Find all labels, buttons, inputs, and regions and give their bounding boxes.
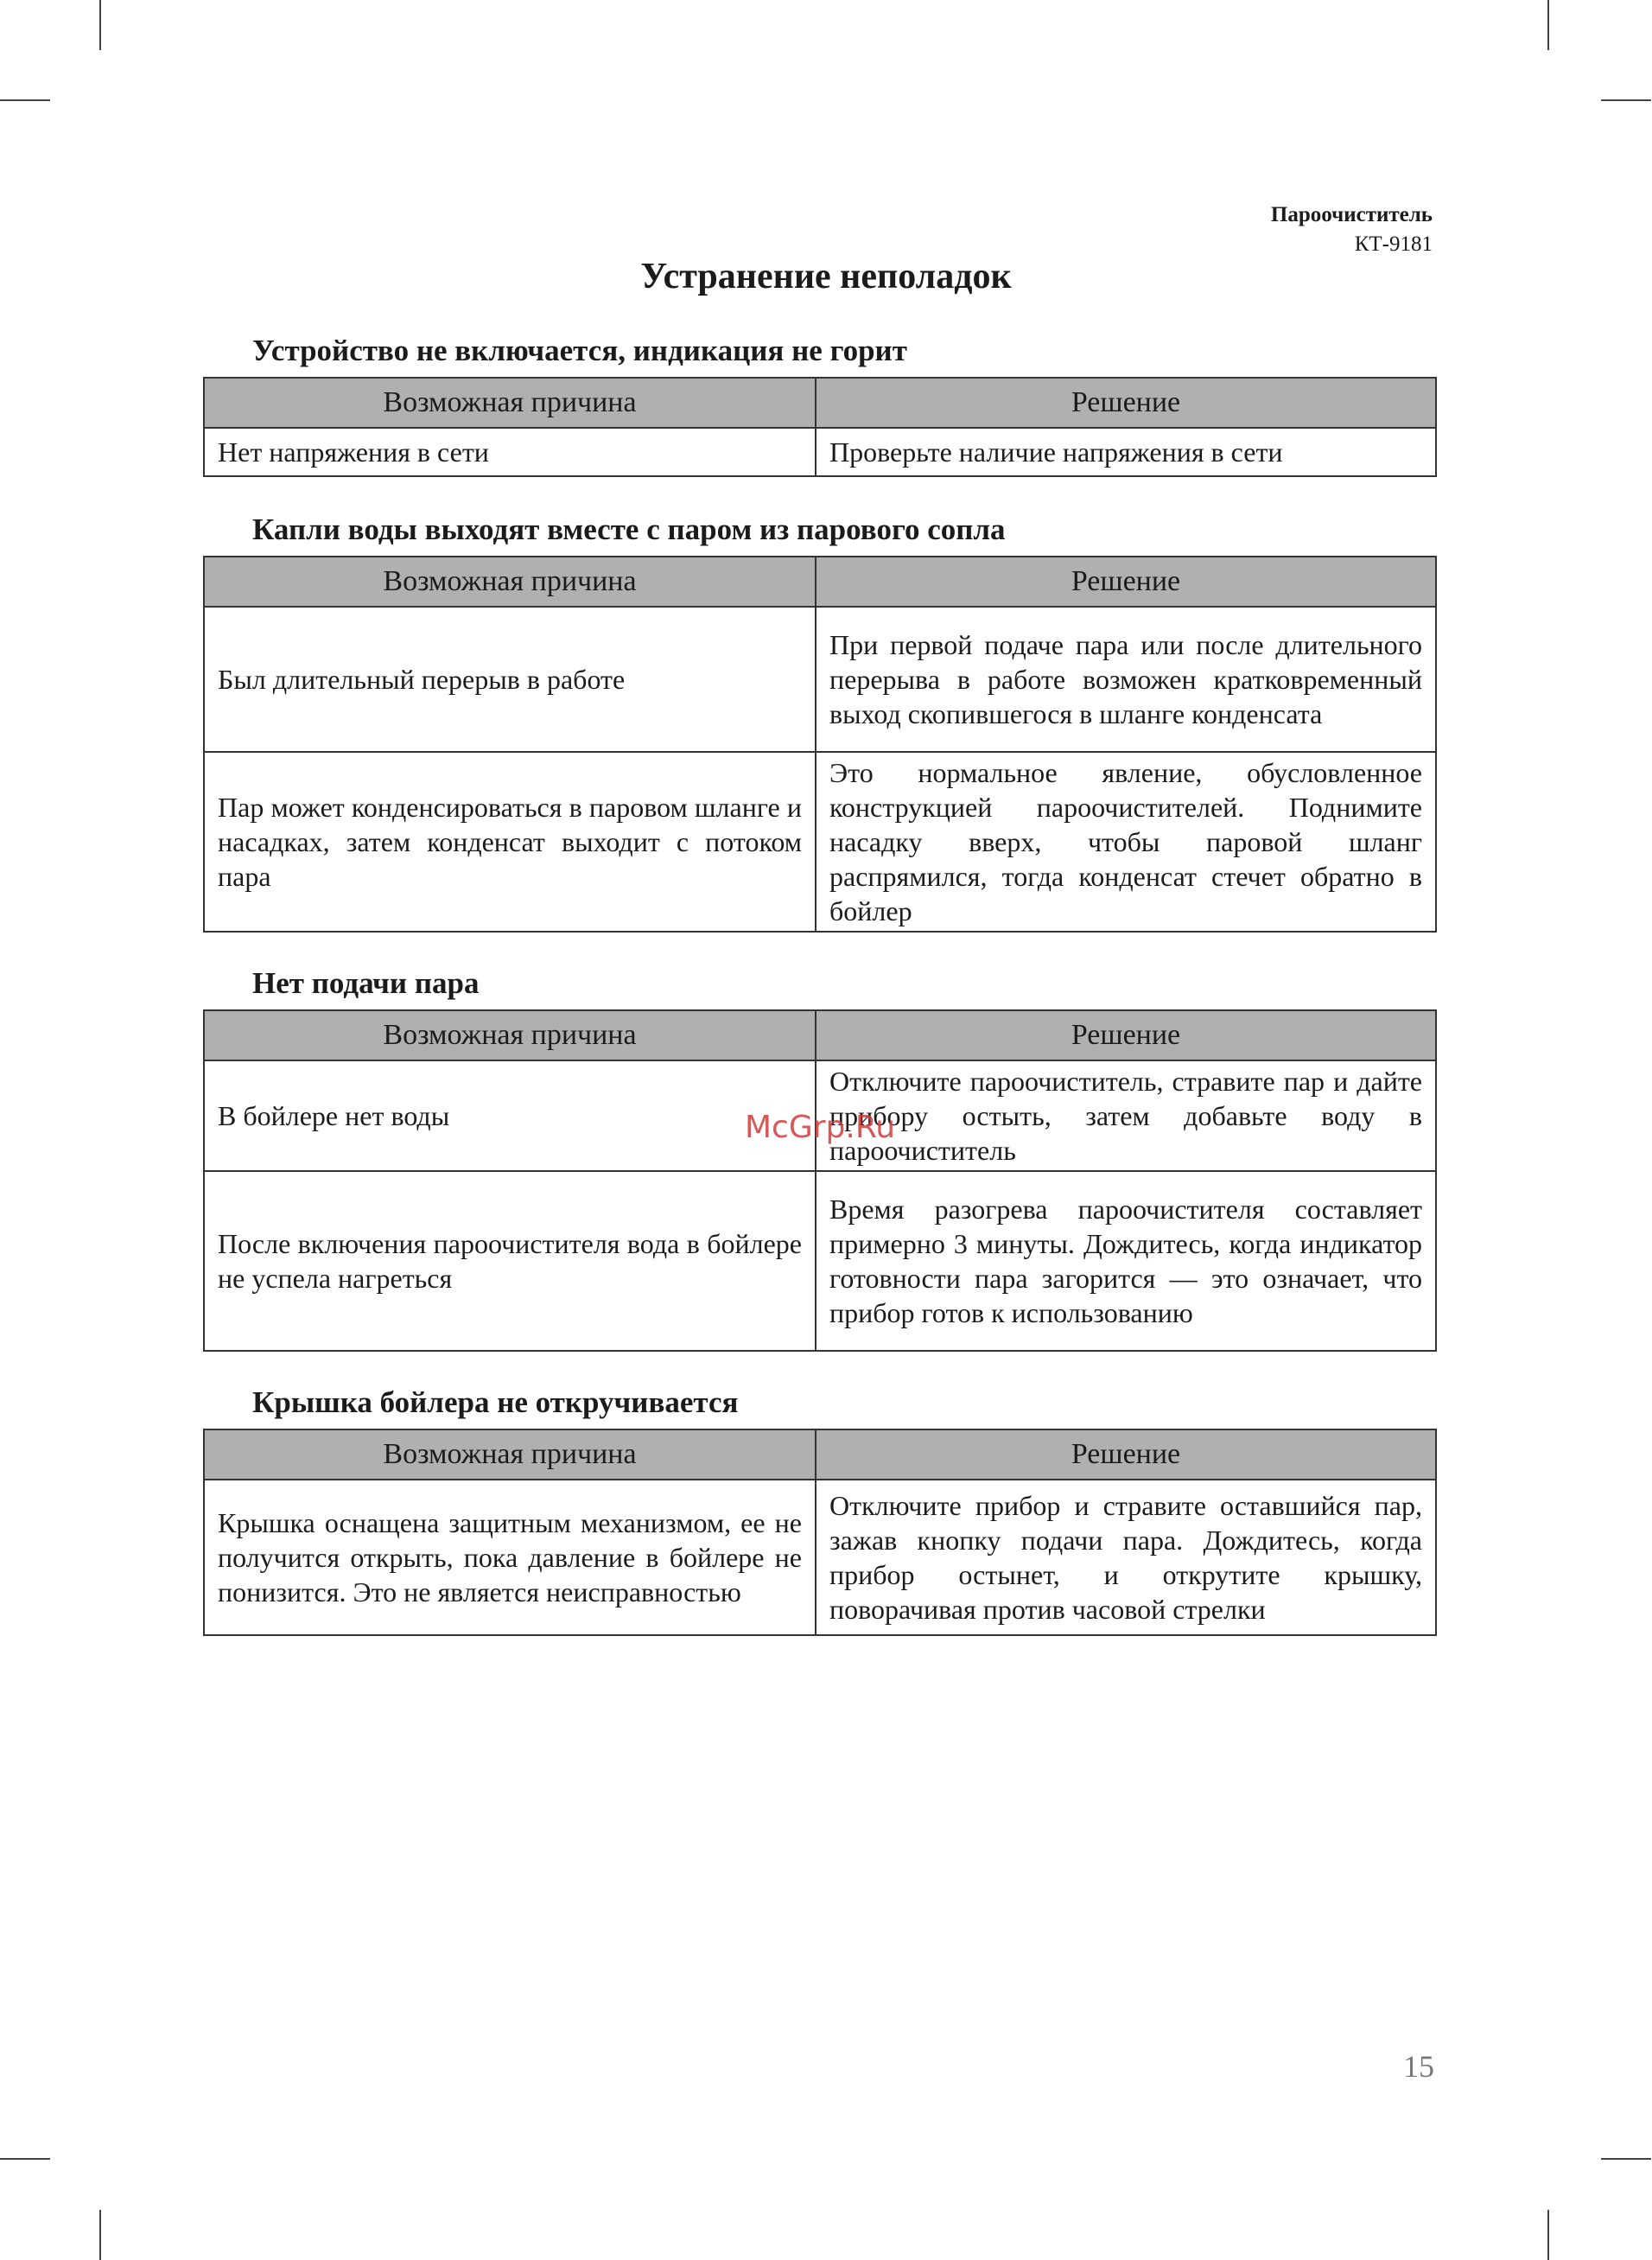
table-row <box>204 752 1436 932</box>
column-header-solution: Решение <box>816 378 1436 428</box>
column-header-solution: Решение <box>816 1010 1436 1060</box>
table-no-steam <box>203 1009 1437 1352</box>
table-row <box>204 428 1436 476</box>
section-heading-water-drops: Капли воды выходят вместе с паром из парового сопла <box>252 512 1006 546</box>
column-header-cause: Возможная причина <box>204 1429 816 1480</box>
watermark: McGrp.Ru <box>745 1110 896 1145</box>
cell-solution: Отключите прибор и стравите оставшийся пар, зажав кнопку подачи пара. Дождитесь, когда прибор остынет, и открутите крышку, поворачивая против часовой стрелки <box>816 1480 1436 1635</box>
cell-solution: Отключите пароочиститель, стравите пар и дайте прибору остыть, затем добавьте воду в пароочиститель <box>816 1060 1436 1171</box>
cell-solution: Время разогрева пароочистителя составляет примерно 3 минуты. Дождитесь, когда индикатор готовности пара загорится — это означает, что прибор готов к использованию <box>816 1171 1436 1351</box>
cell-cause: После включения пароочистителя вода в бойлере не успела нагреться <box>204 1171 816 1351</box>
column-header-solution: Решение <box>816 1429 1436 1480</box>
section-heading-no-steam: Нет подачи пара <box>252 966 480 1000</box>
cell-cause: Пар может конденсироваться в паровом шланге и насадках, затем конденсат выходит с потоком пара <box>204 752 816 932</box>
crop-mark <box>1547 2210 1549 2260</box>
crop-mark <box>1601 2158 1651 2160</box>
running-header <box>1271 201 1433 259</box>
cell-cause: Крышка оснащена защитным механизмом, ее не получится открыть, пока давление в бойлере не понизится. Это не является неисправностью <box>204 1480 816 1635</box>
section-heading-boiler-cap: Крышка бойлера не откручивается <box>252 1385 739 1419</box>
table-row <box>204 607 1436 752</box>
table-header-row <box>204 1429 1436 1480</box>
product-name: Пароочиститель <box>1270 203 1433 226</box>
table-header-row <box>204 378 1436 428</box>
table-water-drops <box>203 556 1437 933</box>
column-header-cause: Возможная причина <box>204 378 816 428</box>
table-row <box>204 1171 1436 1351</box>
table-boiler-cap <box>203 1429 1437 1636</box>
crop-mark <box>1601 99 1651 101</box>
crop-mark <box>1547 0 1549 50</box>
cell-cause: Был длительный перерыв в работе <box>204 607 816 752</box>
column-header-cause: Возможная причина <box>204 557 816 607</box>
product-model: КТ-9181 <box>1354 232 1433 256</box>
cell-solution: При первой подаче пара или после длительного перерыва в работе возможен кратковременный выход скопившегося в шланге конденсата <box>816 607 1436 752</box>
crop-mark <box>0 2158 50 2160</box>
cell-solution: Это нормальное явление, обусловленное конструкцией пароочистителей. Поднимите насадку вверх, чтобы паровой шланг распрямился, тогда конденсат стечет обратно в бойлер <box>816 752 1436 932</box>
table-row <box>204 1480 1436 1635</box>
table-header-row <box>204 1010 1436 1060</box>
cell-solution: Проверьте наличие напряжения в сети <box>816 428 1436 476</box>
crop-mark <box>0 99 50 101</box>
table-header-row <box>204 557 1436 607</box>
page-number: 15 <box>1403 2049 1434 2084</box>
crop-mark <box>99 0 101 50</box>
page-title: Устранение неполадок <box>640 257 1012 296</box>
crop-mark <box>99 2210 101 2260</box>
cell-cause: Нет напряжения в сети <box>204 428 816 476</box>
section-heading-no-power: Устройство не включается, индикация не горит <box>252 334 907 367</box>
cell-cause: В бойлере нет воды <box>204 1060 816 1171</box>
column-header-solution: Решение <box>816 557 1436 607</box>
column-header-cause: Возможная причина <box>204 1010 816 1060</box>
table-no-power <box>203 377 1437 477</box>
